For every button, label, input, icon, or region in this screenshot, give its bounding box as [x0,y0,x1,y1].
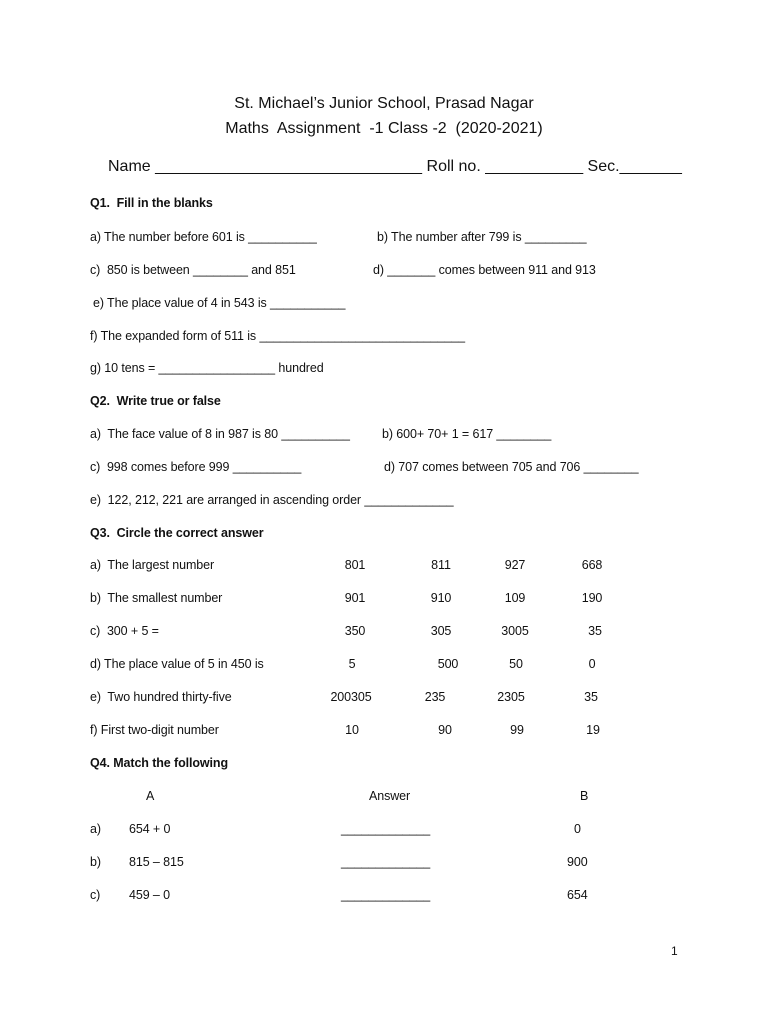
q1-e: e) The place value of 4 in 543 is ___________ [93,296,346,310]
q2-a: a) The face value of 8 in 987 is 80 __________ [90,427,350,441]
q1-c: c) 850 is between ________ and 851 [90,263,296,277]
q3-option[interactable]: 200305 [330,690,372,704]
q3-option[interactable]: 0 [588,657,596,671]
q4-row-label: c) [90,888,101,902]
q2-b: b) 600+ 70+ 1 = 617 ________ [382,427,552,441]
q4-b-value: 654 [567,888,588,902]
q1-g: g) 10 tens = _________________ hundred [90,361,324,375]
q4-heading: Q4. Match the following [90,756,228,770]
q3-option[interactable]: 901 [344,591,366,605]
q3-option[interactable]: 5 [348,657,356,671]
q3-row-label: a) The largest number [90,558,215,572]
q2-e: e) 122, 212, 221 are arranged in ascending order _____________ [90,493,454,507]
q3-option[interactable]: 190 [581,591,603,605]
q3-option[interactable]: 35 [588,624,602,638]
q1-d: d) _______ comes between 911 and 913 [373,263,596,277]
q4-answer-blank[interactable]: _____________ [341,855,431,869]
q2-heading: Q2. Write true or false [90,394,221,408]
q3-option[interactable]: 19 [586,723,600,737]
q4-row-label: a) [90,822,101,836]
q4-b-value: 0 [574,822,581,836]
q3-row-label: e) Two hundred thirty-five [90,690,232,704]
q1-heading: Q1. Fill in the blanks [90,196,213,210]
assignment-title: Maths Assignment -1 Class -2 (2020-2021) [225,120,543,137]
q3-option[interactable]: 235 [424,690,446,704]
q1-b: b) The number after 799 is _________ [377,230,587,244]
q3-option[interactable]: 500 [437,657,459,671]
q4-expression: 815 – 815 [129,855,184,869]
q2-d: d) 707 comes between 705 and 706 ________ [384,460,639,474]
q3-option[interactable]: 10 [345,723,359,737]
q3-option[interactable]: 50 [509,657,523,671]
q3-row-label: d) The place value of 5 in 450 is [90,657,264,671]
q4-expression: 654 + 0 [129,822,171,836]
q3-option[interactable]: 2305 [497,690,525,704]
q3-option[interactable]: 801 [344,558,366,572]
q3-option[interactable]: 668 [581,558,603,572]
q1-a: a) The number before 601 is __________ [90,230,317,244]
q3-option[interactable]: 811 [431,558,451,572]
q4-expression: 459 – 0 [129,888,171,902]
student-info-line: Name ______________________________ Roll no. ___________ Sec._______ [108,158,682,175]
q3-option[interactable]: 3005 [501,624,529,638]
q3-row-label: b) The smallest number [90,591,223,605]
q2-c: c) 998 comes before 999 __________ [90,460,302,474]
school-title: St. Michael’s Junior School, Prasad Nagar [234,95,534,112]
q1-f: f) The expanded form of 511 is ______________________________ [90,329,466,343]
q3-option[interactable]: 90 [438,723,452,737]
q3-heading: Q3. Circle the correct answer [90,526,264,540]
page-number: 1 [671,944,678,958]
q3-option[interactable]: 910 [430,591,452,605]
q4-answer-blank[interactable]: _____________ [341,888,431,902]
q4-col-answer-header: Answer [369,789,411,803]
q3-option[interactable]: 99 [510,723,524,737]
q3-option[interactable]: 35 [584,690,598,704]
q4-b-value: 900 [567,855,588,869]
q3-option[interactable]: 305 [430,624,452,638]
q4-col-a-header: A [146,789,155,803]
q3-row-label: f) First two-digit number [90,723,219,737]
q4-row-label: b) [90,855,101,869]
q4-answer-blank[interactable]: _____________ [341,822,431,836]
q3-row-label: c) 300 + 5 = [90,624,159,638]
q3-option[interactable]: 109 [504,591,526,605]
q3-option[interactable]: 350 [344,624,366,638]
q3-option[interactable]: 927 [504,558,526,572]
q4-col-b-header: B [580,789,589,803]
